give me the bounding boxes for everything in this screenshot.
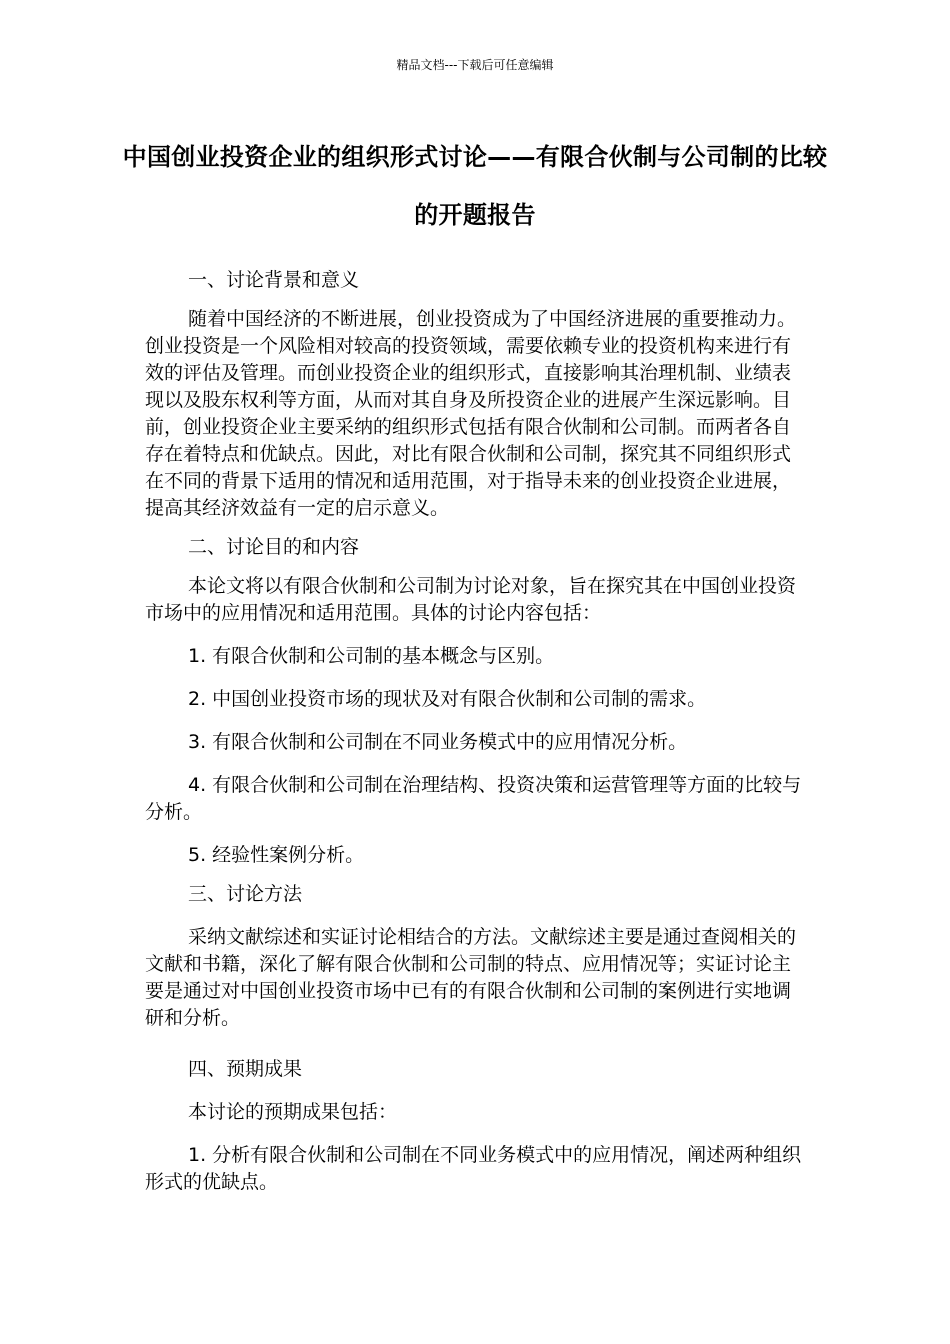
list-item: 3. 有限合伙制和公司制在不同业务模式中的应用情况分析。 bbox=[188, 731, 688, 753]
section-heading-purpose: 二、讨论目的和内容 bbox=[188, 536, 360, 558]
page-header: 精品文档---下载后可任意编辑 bbox=[396, 58, 554, 72]
document-title: 中国创业投资企业的组织形式讨论——有限合伙制与公司制的比较的开题报告 bbox=[122, 143, 828, 229]
paragraph-method: 采纳文献综述和实证讨论相结合的方法。文献综述主要是通过查阅相关的文献和书籍，深化了解有限合伙制和公司制的特点、应用情况等；实证讨论主要是通过对中国创业投资市场中已有的有限合伙制和公司制的案例进行实地调研和分析。 bbox=[145, 926, 797, 1029]
paragraph-background: 随着中国经济的不断进展，创业投资成为了中国经济进展的重要推动力。 创业投资是一个风险相对较高的投资领域，需要依赖专业的投资机构来进行有效的评估及管理。而创业投资企业的组织形式，直接影响其治理机制、业绩表现以及股东权利等方面，从而对其自身及所投资企业的进展产生深远影响。目前，创业投资企业主要采纳的组织形式包括有限合伙制和公司制。而两者各自存在着特点和优缺点。因此，对比有限合伙制和公司制，探究其不同组织形式在不同的背景下适用的情况和适用范围，对于指导未来的创业投资企业进展，提高其经济效益有一定的启示意义。 bbox=[145, 308, 797, 519]
list-item: 5. 经验性案例分析。 bbox=[188, 844, 365, 866]
paragraph-results-intro: 本讨论的预期成果包括： bbox=[188, 1101, 398, 1123]
section-heading-results: 四、预期成果 bbox=[188, 1058, 303, 1080]
list-item: 2. 中国创业投资市场的现状及对有限合伙制和公司制的需求。 bbox=[188, 688, 707, 710]
paragraph-purpose: 本论文将以有限合伙制和公司制为讨论对象，旨在探究其在中国创业投资市场中的应用情况和适用范围。具体的讨论内容包括： bbox=[145, 575, 797, 624]
list-item: 1. 分析有限合伙制和公司制在不同业务模式中的应用情况，阐述两种组织形式的优缺点。 bbox=[145, 1144, 802, 1193]
document-body bbox=[145, 267, 805, 1208]
list-item: 1. 有限合伙制和公司制的基本概念与区别。 bbox=[188, 645, 555, 667]
section-heading-method: 三、讨论方法 bbox=[188, 883, 303, 905]
list-item: 4. 有限合伙制和公司制在治理结构、投资决策和运营管理等方面的比较与分析。 bbox=[145, 774, 802, 823]
section-heading-background: 一、讨论背景和意义 bbox=[188, 269, 360, 291]
